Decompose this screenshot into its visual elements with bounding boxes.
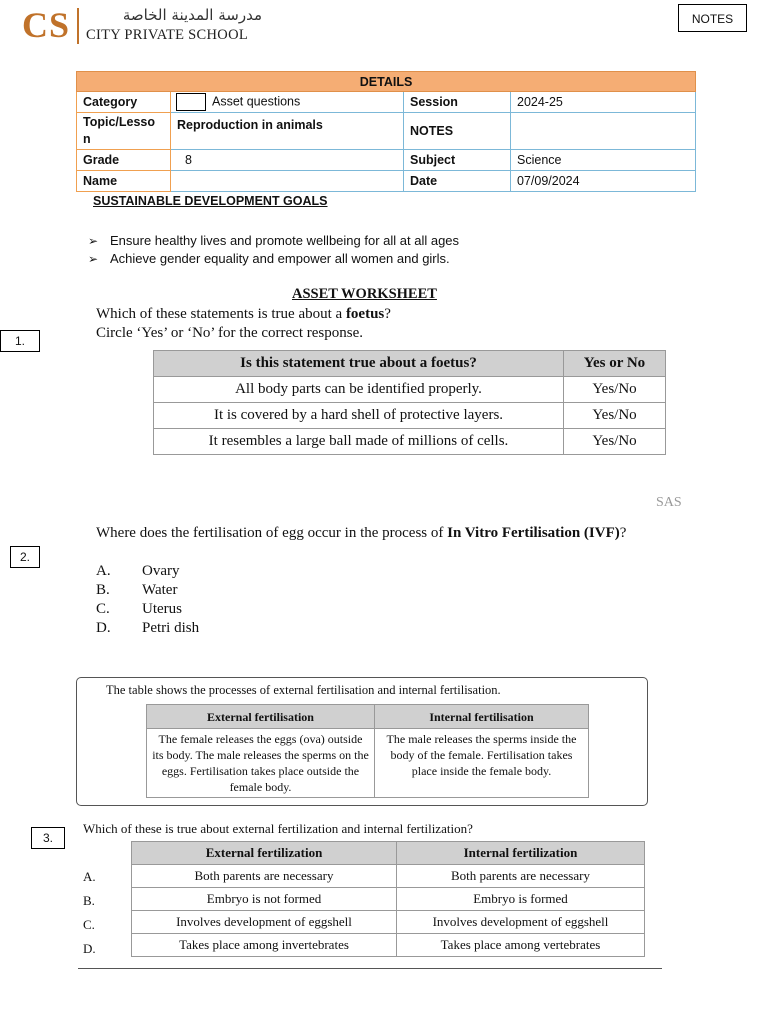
q2-option-a[interactable]: A. Ovary xyxy=(96,563,180,579)
name-value[interactable] xyxy=(171,171,404,192)
q1-statement: It is covered by a hard shell of protective layers. xyxy=(154,403,564,429)
question-number-3: 3. xyxy=(31,827,65,849)
q3-letter: D. xyxy=(83,941,96,956)
q1-statement: All body parts can be identified properly. xyxy=(154,377,564,403)
subject-value: Science xyxy=(511,150,696,171)
worksheet-title: ASSET WORKSHEET xyxy=(292,286,437,302)
question-number-1: 1. xyxy=(0,330,40,352)
fertilisation-info-table xyxy=(146,704,589,798)
q3-option-d[interactable]: Takes place among invertebrates Takes place among vertebrates xyxy=(132,934,645,957)
category-value: Asset questions xyxy=(212,94,301,109)
topic-label: Topic/Lesso n xyxy=(77,113,171,150)
topic-value: Reproduction in animals xyxy=(171,113,404,150)
bottom-divider xyxy=(78,968,662,969)
details-title: DETAILS xyxy=(77,72,696,92)
q2-option-c[interactable]: C. Uterus xyxy=(96,601,182,617)
q1-header-statement: Is this statement true about a foetus? xyxy=(154,351,564,377)
school-name-english: CITY PRIVATE SCHOOL xyxy=(86,27,248,43)
date-label: Date xyxy=(404,171,511,192)
watermark-text: SAS xyxy=(656,495,682,510)
category-cell xyxy=(171,92,404,113)
q3-option-b[interactable]: Embryo is not formed Embryo is formed xyxy=(132,888,645,911)
notes-box: NOTES xyxy=(678,4,747,32)
q1-answer-choice[interactable]: Yes/No xyxy=(564,403,666,429)
session-label: Session xyxy=(404,92,511,113)
name-label: Name xyxy=(77,171,171,192)
info-header-internal: Internal fertilisation xyxy=(375,705,589,729)
q3-option-c[interactable]: Involves development of eggshell Involves development of eggshell xyxy=(132,911,645,934)
logo-divider xyxy=(77,8,79,44)
q3-letter: A. xyxy=(83,869,96,884)
q2-option-d[interactable]: D. Petri dish xyxy=(96,620,200,636)
notes-value[interactable] xyxy=(511,113,696,150)
q3-text: Which of these is true about external fertilization and internal fertilization? xyxy=(83,821,473,836)
info-intro: The table shows the processes of external fertilisation and internal fertilisation. xyxy=(106,683,501,697)
q1-text: Which of these statements is true about a foetus? xyxy=(96,306,391,322)
q3-option-a[interactable]: Both parents are necessary Both parents are necessary xyxy=(132,865,645,888)
arrow-bullet-icon: ➢ xyxy=(88,252,99,266)
sdg-item: ➢ Achieve gender equality and empower all women and girls. xyxy=(88,251,450,266)
info-internal-text: The male releases the sperms inside the body of the female. Fertilisation takes place inside the female body. xyxy=(375,729,589,798)
school-logo-letters: CS xyxy=(22,5,71,45)
q1-table xyxy=(153,350,666,455)
sdg-item: ➢ Ensure healthy lives and promote wellbeing for all at all ages xyxy=(88,233,460,248)
q3-header-external: External fertilization xyxy=(132,842,397,865)
notes-label: NOTES xyxy=(404,113,511,150)
question-number-2: 2. xyxy=(10,546,40,568)
q1-statement: It resembles a large ball made of millions of cells. xyxy=(154,429,564,455)
category-label: Category xyxy=(77,92,171,113)
date-value: 07/09/2024 xyxy=(511,171,696,192)
grade-label: Grade xyxy=(77,150,171,171)
q1-answer-choice[interactable]: Yes/No xyxy=(564,429,666,455)
q1-header-answer: Yes or No xyxy=(564,351,666,377)
session-value: 2024-25 xyxy=(511,92,696,113)
q3-letter: B. xyxy=(83,893,95,908)
q1-answer-choice[interactable]: Yes/No xyxy=(564,377,666,403)
category-checkbox[interactable] xyxy=(176,93,206,111)
q3-letter: C. xyxy=(83,917,95,932)
q1-instruction: Circle ‘Yes’ or ‘No’ for the correct response. xyxy=(96,325,363,341)
info-header-external: External fertilisation xyxy=(147,705,375,729)
school-name-arabic: مدرسة المدينة الخاصة xyxy=(122,6,262,24)
arrow-bullet-icon: ➢ xyxy=(88,234,99,248)
details-table xyxy=(76,71,696,192)
sdg-title: SUSTAINABLE DEVELOPMENT GOALS xyxy=(93,194,328,208)
info-external-text: The female releases the eggs (ova) outside its body. The male releases the sperms on the eggs. Fertilisation takes place outside the female body. xyxy=(147,729,375,798)
q3-table xyxy=(131,841,645,957)
subject-label: Subject xyxy=(404,150,511,171)
q2-option-b[interactable]: B. Water xyxy=(96,582,178,598)
q3-header-internal: Internal fertilization xyxy=(397,842,645,865)
grade-value: 8 xyxy=(171,150,404,171)
q2-text: Where does the fertilisation of egg occur in the process of In Vitro Fertilisation (IVF)? xyxy=(96,525,627,541)
